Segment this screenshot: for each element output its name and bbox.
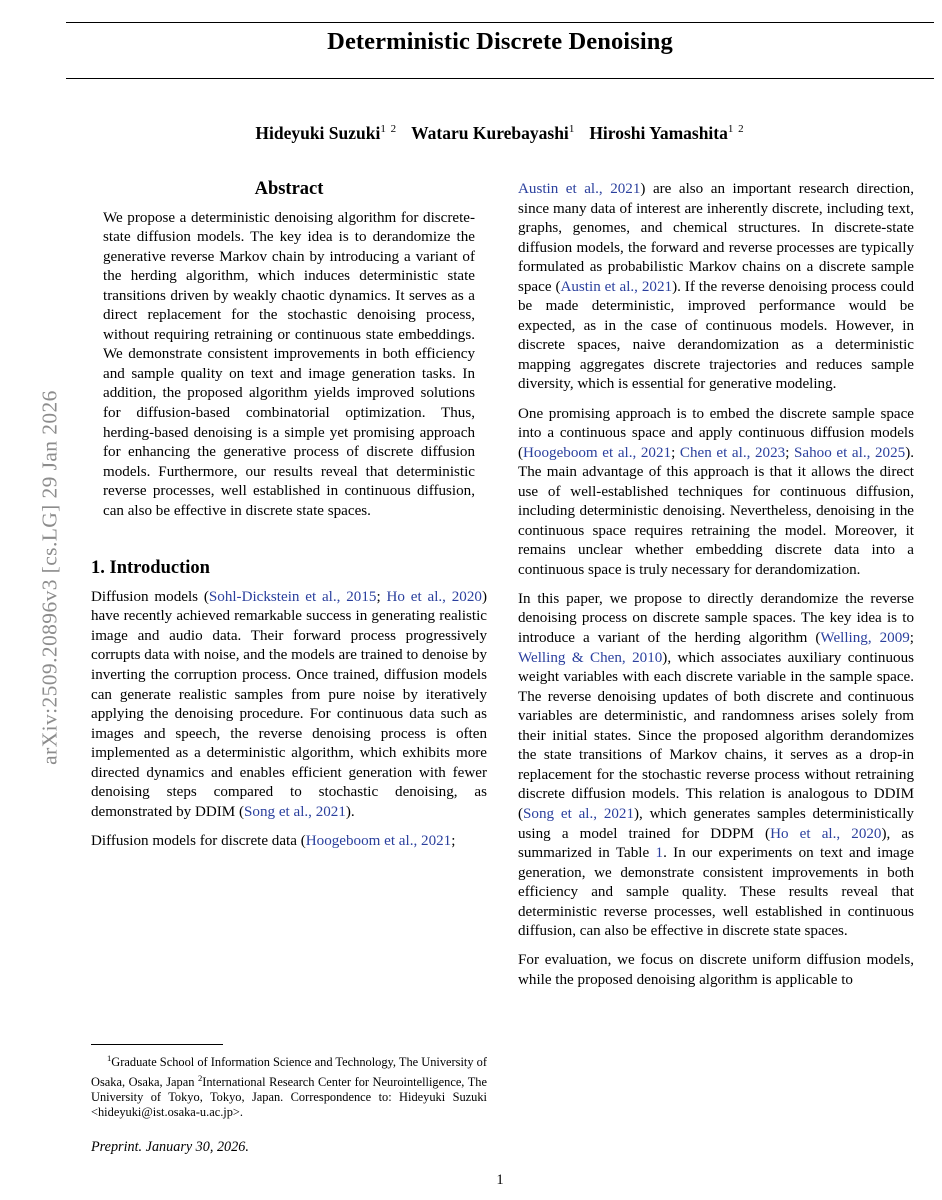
right-column: [518, 180, 914, 990]
text-run: In this paper, we propose to directly derandomize the reverse denoising process on discrete sample spaces. The key idea is to introduce a variant of the herding algorithm (: [518, 590, 914, 647]
table-reference-link[interactable]: 1: [655, 845, 664, 862]
left-column: [91, 180, 487, 851]
text-run: ), which generates samples deterministically using a model trained for DDPM (: [518, 805, 914, 842]
author-name: Hideyuki Suzuki: [255, 123, 381, 143]
citation-link[interactable]: Welling, 2009: [820, 630, 910, 647]
abstract-body: We propose a deterministic denoising algorithm for discrete-state diffusion models. The key idea is to derandomize the generative reverse Markov chain by introducing a variant of the herding algorithm, which induces deterministic state transitions driven by weakly chaotic dynamics. It serves as a direct replacement for the stochastic denoising process, without requiring retraining or continuous state embeddings. We demonstrate consistent improvements in both efficiency and sample quality on text and image generation tasks. In addition, the proposed algorithm yields improved solutions for diffusion-based combinatorial optimization. Thus, herding-based denoising is a simple yet promising approach for enhancing the generative process of discrete diffusion models. Furthermore, our results reveal that deterministic reverse processes, well established in continuous diffusion, can also be effective in discrete state spaces.: [103, 209, 475, 519]
text-run: For evaluation, we focus on discrete uniform diffusion models, while the proposed denoising algorithm is applicable to: [518, 952, 914, 988]
page-title: Deterministic Discrete Denoising: [327, 28, 673, 55]
text-run: . In our experiments on text and image generation, we demonstrate consistent improvements in both efficiency and sample quality. These results reveal that deterministic reverse processes, well established in continuous diffusion, can also be effective in discrete state spaces.: [518, 845, 915, 940]
author-name: Hiroshi Yamashita: [589, 123, 728, 143]
text-run: International Research Center for Neurointelligence, The University of Tokyo, Tokyo, Japan. Correspondence to: Hideyuki Suzuki <hideyuki@ist.osaka-u.ac.jp>.: [91, 1074, 487, 1120]
citation-link[interactable]: Song et al., 2021: [244, 803, 346, 820]
text-run: ;: [909, 630, 914, 647]
arxiv-stamp: [0, 0, 62, 1200]
citation-link[interactable]: Chen et al., 2023: [679, 444, 786, 461]
intro-paragraph-2-continued: [518, 180, 914, 395]
text-run: ;: [671, 444, 680, 461]
title-rule-bottom: [66, 78, 934, 79]
intro-paragraph-2-start: [91, 832, 487, 852]
title-rule-top: [66, 22, 934, 23]
text-run: ). If the reverse denoising process could be made deterministic, improved performance would be expected, as in the case of continuous models. However, in discrete spaces, naive derandomization as a deterministic mapping aggregates discrete trajectories and reduces sample diversity, which is essential for generative modeling.: [518, 278, 914, 393]
text-run: ) are also an important research direction, since many data of interest are inherently discrete, including text, graphs, genomes, and chemical structures. In discrete-state diffusion models, the forward and reverse processes are typically formulated as probabilistic Markov chains on a discrete sample space (: [518, 181, 914, 295]
author-entry: [411, 123, 575, 143]
citation-link[interactable]: Song et al., 2021: [523, 805, 635, 822]
preprint-note: Preprint. January 30, 2026.: [91, 1139, 249, 1155]
footnote-block: [91, 1044, 487, 1121]
text-run: Graduate School of Information Science and Technology, The University of Osaka, Osaka, Japan: [91, 1055, 487, 1089]
intro-paragraph-5: [518, 951, 914, 990]
text-run: ;: [376, 588, 387, 605]
text-run: ) have recently achieved remarkable success in generating realistic image and audio data. Their forward process progressively corrupts data with noise, and the models are trained to denoise by inverting the corruption process. Once trained, diffusion models can generate realistic samples from pure noise by iteratively applying the denoising procedure. For continuous data such as images and speech, the reverse denoising process is often implemented as a deterministic algorithm, which exhibits more directed dynamics and enables efficient generation with fewer denoising steps compared to stochastic denoising, as demonstrated by DDIM (: [91, 588, 487, 820]
text-run: ). The main advantage of this approach is that it allows the direct use of well-established techniques for continuous diffusion, including deterministic denoising. Nevertheless, denoising in the continuous space requires retraining the model. Moreover, it remains unclear whether embedding discrete data into a continuous space is truly necessary for derandomization.: [518, 444, 915, 578]
citation-link[interactable]: Welling & Chen, 2010: [518, 649, 663, 666]
section-spacer: [91, 521, 487, 559]
footnote-mark-2: 2: [197, 1072, 203, 1083]
text-run: ).: [345, 803, 355, 820]
arxiv-stamp-text: arXiv:2509.20896v3 [cs.LG] 29 Jan 2026: [37, 390, 62, 765]
abstract-heading: Abstract: [254, 179, 324, 199]
text-run: Diffusion models for discrete data (: [91, 832, 306, 849]
intro-paragraph-1: [91, 588, 487, 823]
citation-link[interactable]: Sahoo et al., 2025: [794, 444, 906, 461]
author-entry: [255, 123, 397, 143]
page-number: 1: [496, 1172, 504, 1188]
author-affiliation-mark: 1 2: [727, 123, 745, 136]
author-affiliation-mark: 1 2: [380, 123, 398, 136]
intro-paragraph-4: [518, 590, 914, 942]
text-run: ;: [785, 444, 795, 461]
text-run: ), as summarized in Table: [518, 825, 914, 862]
citation-link[interactable]: Hoogeboom et al., 2021: [523, 444, 672, 461]
footnote-text: [91, 1044, 487, 1121]
intro-paragraph-3: [518, 405, 914, 581]
paper-page: [58, 0, 942, 1200]
author-list: [66, 123, 934, 144]
author-name: Wataru Kurebayashi: [411, 123, 569, 143]
author-affiliation-mark: 1: [568, 123, 576, 136]
citation-link[interactable]: Sohl-Dickstein et al., 2015: [208, 588, 377, 605]
citation-link[interactable]: Ho et al., 2020: [770, 825, 882, 842]
citation-link[interactable]: Hoogeboom et al., 2021: [305, 832, 452, 849]
footnote-mark-1: 1: [107, 1053, 112, 1063]
text-run: Diffusion models (: [91, 588, 209, 605]
introduction-heading: 1. Introduction: [91, 558, 210, 579]
text-run: ), which associates auxiliary continuous weight variables with each discrete variable in the sample space. The reverse denoising updates of both discrete and continuous variables are deterministic, and randomness arises solely from their initial states. Since the proposed algorithm derandomizes the state transitions of Markov chains, it serves as a drop-in replacement for the stochastic reverse process without retraining discrete diffusion models. This relation is analogous to DDIM (: [518, 649, 914, 822]
text-run: ;: [451, 832, 456, 849]
citation-link[interactable]: Austin et al., 2021: [518, 181, 641, 197]
author-entry: [589, 123, 744, 143]
citation-link[interactable]: Austin et al., 2021: [560, 278, 673, 295]
citation-link[interactable]: Ho et al., 2020: [386, 588, 482, 605]
text-run: One promising approach is to embed the discrete sample space into a continuous space and apply continuous diffusion models (: [518, 405, 914, 461]
